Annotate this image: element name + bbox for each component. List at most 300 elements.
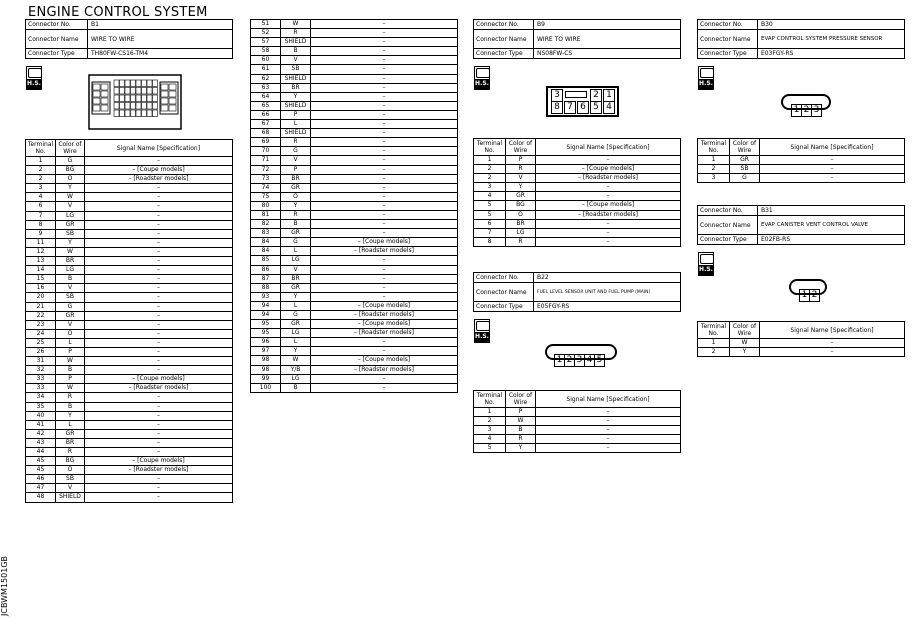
color-cell: B	[56, 275, 85, 284]
signal-cell: –	[311, 29, 458, 38]
terminal-cell: 40	[26, 411, 56, 420]
signal-cell: –	[85, 402, 233, 411]
signal-cell: –	[311, 274, 458, 283]
color-cell: W	[56, 247, 85, 256]
color-cell: V	[281, 56, 311, 65]
color-cell: R	[506, 237, 536, 246]
connector-type: E03FGY-RS	[758, 49, 905, 59]
signal-cell: – [Roadster models]	[85, 175, 233, 184]
table-row	[26, 257, 233, 266]
b22-connector-diagram	[545, 344, 617, 365]
signal-cell: –	[311, 129, 458, 138]
terminal-cell: 5	[474, 444, 506, 453]
color-cell: L	[56, 420, 85, 429]
color-cell: L	[281, 338, 311, 347]
color-cell: V	[281, 156, 311, 165]
table-row	[26, 193, 233, 202]
label: Connector Name	[474, 283, 534, 302]
terminal-cell: 33	[26, 375, 56, 384]
table-row	[251, 20, 458, 29]
signal-cell: –	[311, 165, 458, 174]
color-cell: L	[281, 301, 311, 310]
color-cell: GR	[281, 183, 311, 192]
terminal-cell: 32	[26, 366, 56, 375]
color-cell: SB	[56, 229, 85, 238]
color-cell: SHIELD	[281, 101, 311, 110]
terminal-cell: 31	[26, 357, 56, 366]
signal-cell: –	[536, 237, 681, 246]
terminal-cell: 2	[698, 348, 730, 357]
terminal-cell: 85	[251, 256, 281, 265]
terminal-cell: 2	[26, 166, 56, 175]
table-row	[251, 183, 458, 192]
color-cell: GR	[56, 311, 85, 320]
pin: 2	[801, 104, 812, 117]
table-row	[251, 92, 458, 101]
table-row	[474, 444, 681, 453]
terminal-cell: 74	[251, 183, 281, 192]
table-row	[26, 211, 233, 220]
header-signal: Signal Name [Specification]	[536, 391, 681, 408]
terminal-cell: 83	[251, 229, 281, 238]
terminal-cell: 41	[26, 420, 56, 429]
terminal-cell: 84	[251, 238, 281, 247]
terminal-cell: 81	[251, 210, 281, 219]
color-cell: GR	[730, 156, 760, 165]
terminal-cell: 3	[698, 174, 730, 183]
label: Connector Type	[474, 302, 534, 312]
terminal-cell: 75	[251, 192, 281, 201]
label: Connector Name	[698, 30, 758, 49]
connector-no: B1	[88, 20, 233, 30]
color-cell: V	[56, 484, 85, 493]
signal-cell: – [Roadster models]	[311, 365, 458, 374]
signal-cell: –	[85, 329, 233, 338]
terminal-cell: 98	[251, 356, 281, 365]
b30-connector-diagram	[781, 94, 831, 115]
signal-cell: – [Coupe models]	[85, 166, 233, 175]
terminal-cell: 2	[474, 165, 506, 174]
terminal-cell: 8	[26, 220, 56, 229]
header-terminal: Terminal No.	[474, 391, 506, 408]
terminal-cell: 11	[26, 238, 56, 247]
signal-cell: –	[311, 283, 458, 292]
color-cell: SHIELD	[281, 38, 311, 47]
terminal-cell: 69	[251, 138, 281, 147]
color-cell: V	[56, 284, 85, 293]
signal-cell: –	[311, 156, 458, 165]
color-cell: L	[281, 247, 311, 256]
color-cell: Y	[281, 201, 311, 210]
table-row	[474, 201, 681, 210]
label: Connector Name	[474, 30, 534, 49]
color-cell: B	[281, 220, 311, 229]
header-color: Color of Wire	[56, 140, 85, 157]
terminal-cell: 33	[26, 384, 56, 393]
terminal-cell: 66	[251, 110, 281, 119]
signal-cell: –	[85, 493, 233, 502]
terminal-cell: 24	[26, 329, 56, 338]
signal-cell: –	[311, 174, 458, 183]
signal-cell: –	[311, 20, 458, 29]
color-cell: O	[56, 175, 85, 184]
header-terminal: Terminal No.	[698, 139, 730, 156]
signal-cell: – [Coupe models]	[311, 238, 458, 247]
table-row	[26, 175, 233, 184]
b30-terminal-table	[697, 138, 905, 183]
signal-cell: –	[311, 229, 458, 238]
b1-terminal-table	[25, 139, 233, 503]
color-cell: Y	[506, 444, 536, 453]
signal-cell: –	[311, 210, 458, 219]
table-row	[251, 83, 458, 92]
terminal-cell: 94	[251, 311, 281, 320]
color-cell: SHIELD	[56, 493, 85, 502]
header-signal: Signal Name [Specification]	[760, 322, 905, 339]
table-row	[251, 383, 458, 392]
color-cell: V	[281, 265, 311, 274]
connector-no: B30	[758, 20, 905, 30]
terminal-cell: 6	[474, 219, 506, 228]
connector-type: E02FB-RS	[758, 235, 905, 245]
table-row	[698, 348, 905, 357]
color-cell: GR	[281, 320, 311, 329]
table-row	[251, 192, 458, 201]
pin: 2	[564, 354, 575, 367]
figure-code: JCBWM1501GB	[0, 555, 9, 616]
table-row	[251, 47, 458, 56]
table-row	[26, 420, 233, 429]
color-cell: W	[730, 339, 760, 348]
terminal-cell: 14	[26, 266, 56, 275]
label: Connector No.	[698, 20, 758, 30]
header-color: Color of Wire	[730, 322, 760, 339]
table-row	[474, 408, 681, 417]
terminal-cell: 22	[26, 311, 56, 320]
terminal-cell: 4	[474, 192, 506, 201]
header-color: Color of Wire	[506, 139, 536, 156]
terminal-cell: 8	[474, 237, 506, 246]
table-row	[698, 174, 905, 183]
table-row	[251, 138, 458, 147]
harness-side-icon: H.S.	[474, 66, 490, 90]
b9-info-table	[473, 19, 681, 59]
table-row	[26, 220, 233, 229]
harness-side-icon: H.S.	[26, 66, 42, 90]
terminal-cell: 65	[251, 101, 281, 110]
signal-cell: –	[85, 202, 233, 211]
color-cell: SHIELD	[281, 129, 311, 138]
color-cell: Y	[281, 347, 311, 356]
signal-cell: –	[311, 92, 458, 101]
table-row	[474, 174, 681, 183]
table-row	[26, 438, 233, 447]
signal-cell: –	[85, 429, 233, 438]
color-cell: R	[56, 448, 85, 457]
color-cell: BG	[56, 457, 85, 466]
terminal-cell: 73	[251, 174, 281, 183]
pin: 1	[554, 354, 565, 367]
terminal-cell: 3	[26, 184, 56, 193]
terminal-cell: 9	[26, 229, 56, 238]
color-cell: BG	[506, 201, 536, 210]
table-row	[26, 411, 233, 420]
color-cell: LG	[281, 329, 311, 338]
table-row	[251, 301, 458, 310]
table-row	[26, 266, 233, 275]
table-row	[26, 202, 233, 211]
table-row	[251, 274, 458, 283]
terminal-cell: 96	[251, 338, 281, 347]
color-cell: B	[56, 402, 85, 411]
pin: 8	[551, 101, 563, 114]
color-cell: BR	[281, 174, 311, 183]
color-cell: P	[506, 156, 536, 165]
header-color: Color of Wire	[506, 391, 536, 408]
signal-cell: –	[85, 275, 233, 284]
table-row	[251, 129, 458, 138]
header-terminal: Terminal No.	[474, 139, 506, 156]
terminal-cell: 16	[26, 284, 56, 293]
color-cell: LG	[281, 374, 311, 383]
terminal-cell: 1	[698, 339, 730, 348]
signal-cell: –	[311, 192, 458, 201]
color-cell: O	[506, 210, 536, 219]
signal-cell: –	[85, 257, 233, 266]
header-signal: Signal Name [Specification]	[760, 139, 905, 156]
color-cell: B	[56, 366, 85, 375]
signal-cell: – [Coupe models]	[311, 320, 458, 329]
terminal-cell: 80	[251, 201, 281, 210]
table-row	[251, 38, 458, 47]
color-cell: W	[506, 417, 536, 426]
pin: 5	[594, 354, 605, 367]
pin: 6	[577, 101, 589, 114]
terminal-cell: 35	[26, 402, 56, 411]
color-cell: BR	[281, 83, 311, 92]
pin: 3	[574, 354, 585, 367]
signal-cell: –	[760, 156, 905, 165]
table-row	[474, 426, 681, 435]
color-cell: W	[281, 20, 311, 29]
terminal-cell: 64	[251, 92, 281, 101]
label: Connector Type	[474, 49, 534, 59]
color-cell: Y	[56, 238, 85, 247]
signal-cell: –	[311, 147, 458, 156]
terminal-cell: 21	[26, 302, 56, 311]
terminal-cell: 84	[251, 247, 281, 256]
signal-cell: – [Roadster models]	[311, 329, 458, 338]
terminal-cell: 46	[26, 475, 56, 484]
table-row	[251, 238, 458, 247]
header-signal: Signal Name [Specification]	[85, 140, 233, 157]
pin: 3	[551, 89, 563, 102]
terminal-cell: 15	[26, 275, 56, 284]
terminal-cell: 72	[251, 165, 281, 174]
color-cell: B	[281, 383, 311, 392]
table-row	[251, 329, 458, 338]
b31-info-table	[697, 205, 905, 245]
signal-cell: – [Coupe models]	[85, 375, 233, 384]
table-row	[251, 147, 458, 156]
b9-connector-diagram	[546, 86, 619, 117]
color-cell: SHIELD	[281, 74, 311, 83]
table-row	[26, 238, 233, 247]
signal-cell: –	[311, 65, 458, 74]
color-cell: BR	[506, 219, 536, 228]
label: Connector Name	[698, 216, 758, 235]
signal-cell: –	[85, 220, 233, 229]
terminal-cell: 93	[251, 292, 281, 301]
signal-cell: –	[85, 320, 233, 329]
terminal-cell: 1	[698, 156, 730, 165]
table-row	[251, 283, 458, 292]
color-cell: SB	[56, 293, 85, 302]
connector-no: B9	[534, 20, 681, 30]
signal-cell: –	[311, 220, 458, 229]
table-row	[251, 101, 458, 110]
color-cell: GR	[56, 429, 85, 438]
color-cell: V	[506, 174, 536, 183]
table-row	[26, 347, 233, 356]
signal-cell: – [Coupe models]	[536, 165, 681, 174]
color-cell: P	[56, 375, 85, 384]
terminal-cell: 45	[26, 457, 56, 466]
label: Connector No.	[474, 273, 534, 283]
color-cell: P	[281, 110, 311, 119]
pin: 5	[590, 101, 602, 114]
color-cell: BG	[56, 166, 85, 175]
signal-cell: –	[85, 238, 233, 247]
terminal-cell: 57	[251, 38, 281, 47]
terminal-cell: 26	[26, 347, 56, 356]
table-row	[26, 302, 233, 311]
table-row	[26, 402, 233, 411]
header-signal: Signal Name [Specification]	[536, 139, 681, 156]
connector-no: B31	[758, 206, 905, 216]
color-cell: G	[281, 311, 311, 320]
signal-cell: –	[311, 101, 458, 110]
signal-cell: –	[85, 366, 233, 375]
terminal-cell: 7	[474, 228, 506, 237]
signal-cell: – [Coupe models]	[536, 201, 681, 210]
signal-cell: –	[536, 228, 681, 237]
signal-cell: –	[311, 201, 458, 210]
color-cell: Y	[56, 411, 85, 420]
signal-cell: – [Roadster models]	[536, 210, 681, 219]
terminal-cell: 2	[474, 417, 506, 426]
terminal-cell: 95	[251, 329, 281, 338]
table-row	[251, 120, 458, 129]
table-row	[251, 256, 458, 265]
terminal-cell: 6	[26, 202, 56, 211]
terminal-cell: 48	[26, 493, 56, 502]
connector-name: FUEL LEVEL SENSOR UNIT AND FUEL PUMP (MAIN)	[534, 283, 681, 302]
connector-name: EVAP CONTROL SYSTEM PRESSURE SENSOR	[758, 30, 905, 49]
label: Connector No.	[698, 206, 758, 216]
table-row	[26, 275, 233, 284]
b1-terminal-table-continued	[250, 19, 458, 393]
table-row	[26, 466, 233, 475]
color-cell: SB	[56, 475, 85, 484]
color-cell: SB	[730, 165, 760, 174]
table-row	[26, 375, 233, 384]
table-row	[26, 320, 233, 329]
label: Connector No.	[26, 20, 88, 30]
table-row	[26, 184, 233, 193]
table-row	[474, 210, 681, 219]
signal-cell: –	[536, 417, 681, 426]
table-row	[251, 74, 458, 83]
signal-cell: – [Coupe models]	[311, 301, 458, 310]
header-terminal: Terminal No.	[26, 140, 56, 157]
color-cell: O	[281, 192, 311, 201]
signal-cell: – [Roadster models]	[85, 466, 233, 475]
signal-cell: –	[85, 293, 233, 302]
label: Connector No.	[474, 20, 534, 30]
signal-cell: –	[85, 302, 233, 311]
signal-cell: – [Roadster models]	[536, 174, 681, 183]
pin: 1	[603, 89, 615, 102]
signal-cell: –	[85, 411, 233, 420]
signal-cell: – [Roadster models]	[311, 247, 458, 256]
pin: 2	[809, 289, 820, 302]
table-row	[698, 156, 905, 165]
pin-key	[565, 91, 587, 98]
table-row	[26, 393, 233, 402]
terminal-cell: 1	[474, 408, 506, 417]
terminal-cell: 5	[474, 210, 506, 219]
color-cell: P	[506, 408, 536, 417]
label: Connector Type	[698, 235, 758, 245]
signal-cell: – [Roadster models]	[311, 311, 458, 320]
signal-cell: –	[85, 247, 233, 256]
b1-connector-diagram	[88, 74, 182, 130]
table-row	[26, 329, 233, 338]
signal-cell: –	[85, 338, 233, 347]
signal-cell: –	[536, 408, 681, 417]
signal-cell: – [Coupe models]	[85, 457, 233, 466]
signal-cell: –	[536, 192, 681, 201]
color-cell: R	[281, 210, 311, 219]
signal-cell: –	[311, 292, 458, 301]
color-cell: BR	[56, 438, 85, 447]
table-row	[251, 365, 458, 374]
color-cell: R	[281, 138, 311, 147]
table-row	[251, 338, 458, 347]
terminal-cell: 62	[251, 74, 281, 83]
signal-cell: –	[311, 38, 458, 47]
signal-cell: –	[760, 348, 905, 357]
table-row	[251, 292, 458, 301]
signal-cell: –	[311, 383, 458, 392]
signal-cell: –	[85, 393, 233, 402]
table-row	[251, 220, 458, 229]
table-row	[251, 29, 458, 38]
signal-cell: – [Roadster models]	[85, 384, 233, 393]
color-cell: G	[281, 238, 311, 247]
header-color: Color of Wire	[730, 139, 760, 156]
terminal-cell: 99	[251, 374, 281, 383]
color-cell: W	[56, 193, 85, 202]
terminal-cell: 70	[251, 147, 281, 156]
pin: 1	[799, 289, 810, 302]
color-cell: L	[281, 120, 311, 129]
pin: 3	[811, 104, 822, 117]
terminal-cell: 13	[26, 257, 56, 266]
signal-cell: –	[311, 374, 458, 383]
signal-cell: –	[85, 347, 233, 356]
